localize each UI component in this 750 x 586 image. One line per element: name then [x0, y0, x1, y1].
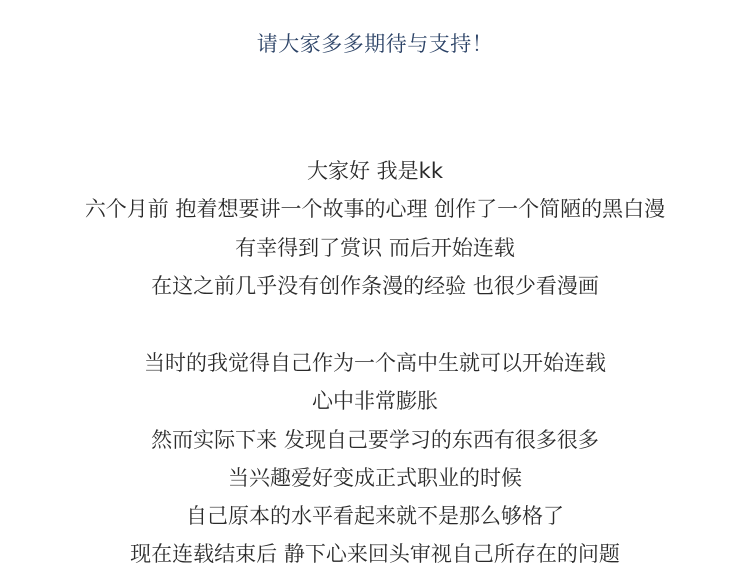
- text-line: 现在连载结束后 静下心来回头审视自己所存在的问题: [130, 542, 620, 567]
- paragraph-intro: [0, 152, 750, 305]
- text-line: 六个月前 抱着想要讲一个故事的心理 创作了一个简陋的黑白漫: [84, 197, 666, 222]
- text-line: 大家好 我是kk: [307, 159, 443, 183]
- text-line: 心中非常膨胀: [312, 389, 438, 414]
- text-line: 自己原本的水平看起来就不是那么够格了: [186, 504, 564, 529]
- text-line: 有幸得到了赏识 而后开始连载: [235, 235, 515, 260]
- text-line: 当时的我觉得自己作为一个高中生就可以开始连载: [144, 351, 606, 375]
- paragraph-reflection: [0, 344, 750, 574]
- text-line: 在这之前几乎没有创作条漫的经验 也很少看漫画: [151, 273, 599, 298]
- text-line: 当兴趣爱好变成正式职业的时候: [228, 465, 522, 490]
- text-line: 然而实际下来 发现自己要学习的东西有很多很多: [151, 427, 599, 452]
- headline: 请大家多多期待与支持！: [256, 32, 494, 56]
